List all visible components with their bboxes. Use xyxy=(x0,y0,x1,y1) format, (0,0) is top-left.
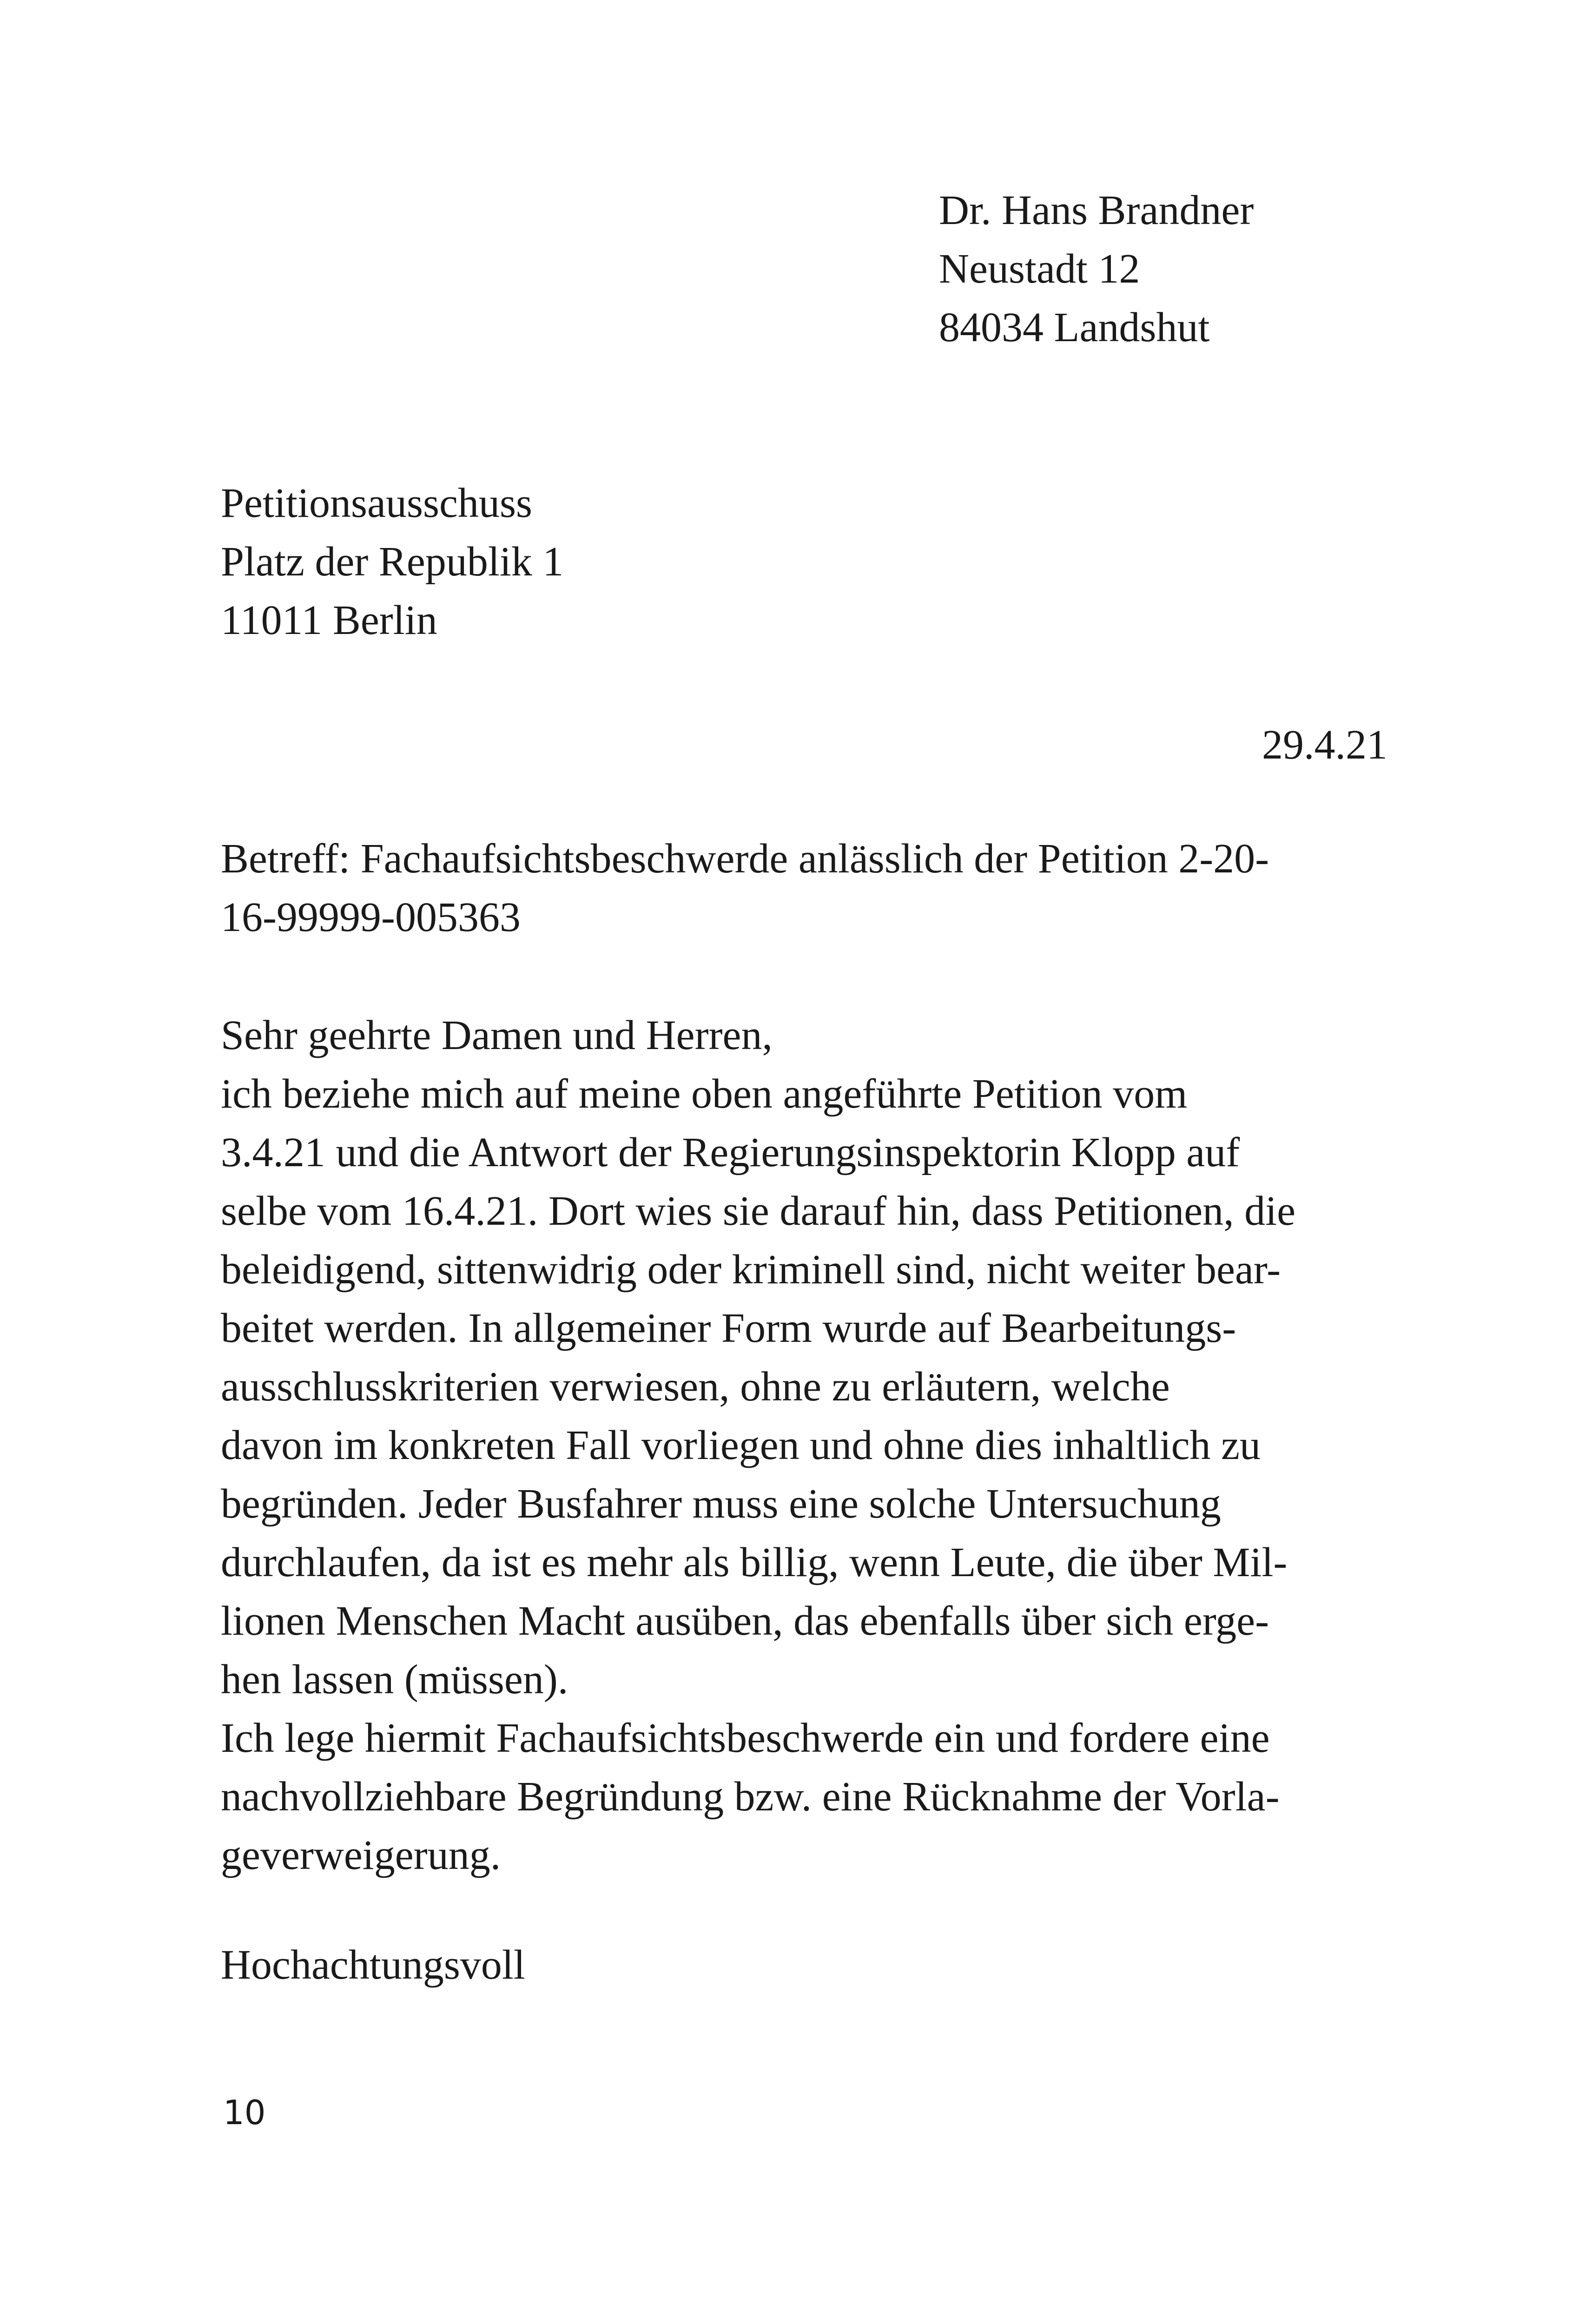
recipient-city: 11011 Berlin xyxy=(221,597,437,643)
body-line: 3.4.21 und die Antwort der Regierungsinspektorin Klopp auf xyxy=(221,1129,1240,1175)
letter-date: 29.4.21 xyxy=(1262,722,1387,768)
body-line: nachvollziehbare Begründung bzw. eine Rücknahme der Vorla- xyxy=(221,1774,1280,1820)
body-line: hen lassen (müssen). xyxy=(221,1657,568,1703)
subject-line-text: Betreff: Fachaufsichtsbeschwerde anlässlich der Petition 2-20- xyxy=(221,836,1269,882)
body-line: beitet werden. In allgemeiner Form wurde auf Bearbeitungs- xyxy=(221,1305,1236,1351)
sender-address xyxy=(939,181,1254,357)
page-number: 10 xyxy=(223,2093,266,2132)
body-line: geverweigerung. xyxy=(221,1832,501,1878)
body-line: davon im konkreten Fall vorliegen und ohne dies inhaltlich zu xyxy=(221,1422,1261,1468)
sender-street: Neustadt 12 xyxy=(939,246,1140,292)
recipient-street: Platz der Republik 1 xyxy=(221,539,564,585)
body-line: Sehr geehrte Damen und Herren, xyxy=(221,1012,773,1058)
subject-line xyxy=(221,830,1269,947)
recipient-name: Petitionsausschuss xyxy=(221,480,533,526)
subject-line-text: 16-99999-005363 xyxy=(221,894,521,940)
recipient-address xyxy=(221,474,563,650)
body-line: begründen. Jeder Busfahrer muss eine solche Untersuchung xyxy=(221,1481,1221,1527)
letter-body xyxy=(221,1006,1387,1885)
body-line: lionen Menschen Macht ausüben, das ebenfalls über sich erge- xyxy=(221,1598,1269,1644)
body-line: durchlaufen, da ist es mehr als billig, wenn Leute, die über Mil- xyxy=(221,1539,1288,1585)
sender-city: 84034 Landshut xyxy=(939,304,1210,350)
body-line: beleidigend, sittenwidrig oder kriminell sind, nicht weiter bear- xyxy=(221,1247,1281,1293)
sender-name: Dr. Hans Brandner xyxy=(939,187,1254,233)
body-line: ich beziehe mich auf meine oben angeführte Petition vom xyxy=(221,1071,1188,1117)
body-line: selbe vom 16.4.21. Dort wies sie darauf hin, dass Petitionen, die xyxy=(221,1188,1296,1234)
closing-salutation: Hochachtungsvoll xyxy=(221,1942,525,1988)
body-line: ausschlusskriterien verwiesen, ohne zu erläutern, welche xyxy=(221,1364,1170,1410)
body-line: Ich lege hiermit Fachaufsichtsbeschwerde ein und fordere eine xyxy=(221,1715,1270,1761)
